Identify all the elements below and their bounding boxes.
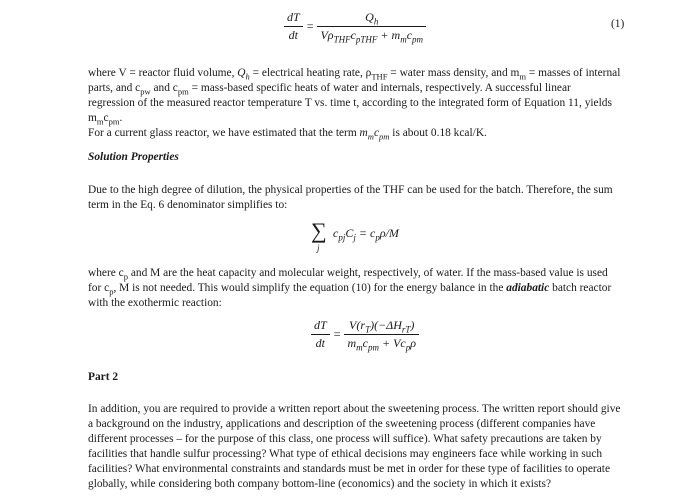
para1-line2: parts, and $c_{pw}$ and $c_{pm}$ = mass-based specific heats of water and internals, respectively. A successful linear [88, 82, 571, 97]
para3-line1: where $c_p$ and M are the heat capacity and molecular weight, respectively, of water. If the mass-based value is used [88, 267, 608, 282]
para4-line2: a background on the industry, applications and description of the sweetening process (different companies have [88, 418, 596, 430]
eq1-rhs-denominator: $V\rho_{THF}c_{pTHF} + m_mc_{pm}$ [320, 28, 424, 45]
sigma-symbol: ∑ [311, 218, 327, 243]
para1-line5: For a current glass reactor, we have estimated that the term $m_mc_{pm}$ is about 0.18 kcal/K. [88, 127, 487, 142]
heading-solution-properties: Solution Properties [88, 151, 179, 163]
para1-line4: $m_mc_{pm}$. [88, 112, 123, 127]
eq1-rhs-numerator: $Q_h$ [365, 10, 379, 27]
equation-1-number: (1) [611, 18, 625, 30]
para4-line1: In addition, you are required to provide a written report about the sweetening process. The written report should give [88, 403, 621, 415]
eq1-lhs-denominator: dt [288, 28, 299, 42]
eq2-expression: $c_{pj}C_j = c_p\rho/M$ [333, 226, 399, 243]
eq3-lhs-denominator: dt [315, 336, 326, 350]
eq3-rhs-denominator: $m_mc_{pm} + Vc_p\rho$ [347, 336, 416, 353]
para4-line3: different processes – for the purpose of this class, one process will suffice). What safety precautions are taken by [88, 433, 602, 445]
equation-1: dT dt = $Q_h$ $V\rho_{THF}c_{pTHF} + m_mc_{pm}$ [284, 10, 426, 43]
eq3-rhs-fraction [344, 318, 419, 351]
heading-part-2: Part 2 [88, 371, 119, 383]
para2-line2: term in the Eq. 6 denominator simplifies to: [88, 199, 288, 211]
eq1-lhs-numerator: dT [287, 10, 300, 24]
equation-3: dT dt = $V(r_T)(-\Delta H_{rT})$ $m_mc_{pm} + Vc_p\rho$ [311, 318, 419, 351]
eq1-rhs-fraction [317, 10, 426, 43]
para3-line2: for $c_p$, M is not needed. This would simplify the equation (10) for the energy balance in the adiabatic batch reactor [88, 282, 612, 297]
eq3-lhs-fraction [311, 318, 330, 351]
eq3-rhs-numerator: $V(r_T)(-\Delta H_{rT})$ [349, 318, 415, 335]
eq1-lhs-fraction [284, 10, 303, 43]
para1-line3: regression of the measured reactor temperature T vs. time t, according to the integrated form of Equation 11, yields [88, 97, 612, 109]
para4-line6: globally, while considering both company bottom-line (economics) and the society in which it exists? [88, 478, 552, 490]
para2-line1: Due to the high degree of dilution, the physical properties of the THF can be used for the batch. Therefore, the sum [88, 184, 613, 196]
para4-line4: facilities that handle sulfur processing? What type of ethical decisions may engineers face while working in such [88, 448, 603, 460]
para4-line5: facilities? What environmental constraints and standards must be met in order for these type of facilities to operate [88, 463, 611, 475]
para3-line3: with the exothermic reaction: [88, 297, 222, 309]
sigma-subscript: j [317, 243, 320, 253]
para1-line1: where V = reactor fluid volume, $Q_h$ = electrical heating rate, $\rho_{THF}$ = water mass density, and $m_m$ = masses of internal [88, 67, 621, 82]
eq3-lhs-numerator: dT [314, 318, 327, 332]
